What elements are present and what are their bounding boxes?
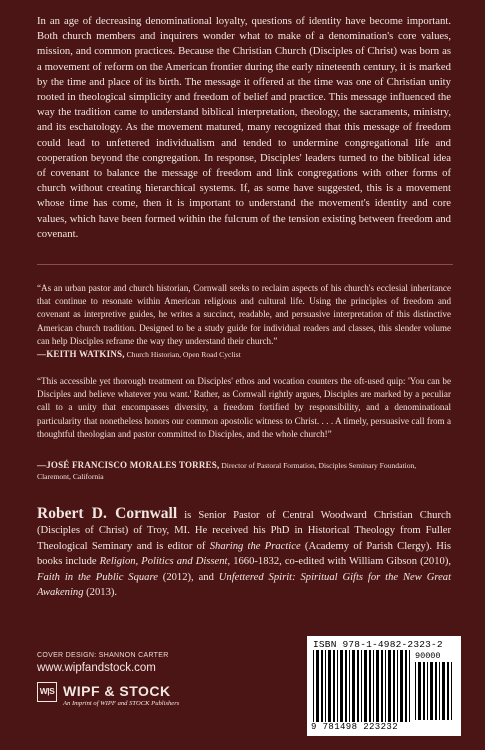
publisher-logo: W|S bbox=[37, 682, 57, 702]
bio-book-title: Sharing the Practice bbox=[209, 540, 301, 552]
publisher-name: WIPF & STOCK bbox=[63, 683, 171, 699]
barcode-digits: 9 781498 223232 bbox=[311, 722, 399, 732]
bio-text: (2013). bbox=[83, 587, 118, 599]
author-bio bbox=[37, 506, 451, 600]
bio-text: , 1660-1832, co-edited with William Gibson (2010), bbox=[227, 556, 451, 568]
price-code: 90000 bbox=[415, 651, 441, 661]
publisher-imprint: An Imprint of WIPF and STOCK Publishers bbox=[63, 700, 180, 707]
bio-text: is Senior Pastor of Central Woodward Christian Church (Disciples of Christ) of Troy, MI. He received his PhD in Historical Theology from Fuller Theological Seminary and is editor of bbox=[37, 510, 451, 552]
endorsement-quote-2: “This accessible yet thorough treatment on Disciples' ethos and vocation counters the oft-used quip: 'You can be Disciples and believe whatever you want.' Rather, as Cornwall rightly argues, Disciples are marked by a peculiar call to a unity that encompasses diversity, a freedom fortified by responsibility, and a denominational particularity that nonetheless honors our common apostolic witness to Christ. . . . A timely, persuasive call from a thoughtful theologian and pastor committed to Disciples, and the whole church!” bbox=[37, 376, 451, 439]
endorser-title-2: Director of Pastoral Formation, Disciples Seminary Foundation, Claremont, California bbox=[37, 461, 417, 481]
bio-book-title: Religion, Politics and Dissent bbox=[99, 556, 228, 568]
bio-text: (2012), and bbox=[157, 571, 219, 583]
bio-text: (Academy of Parish Clergy). His books include bbox=[37, 540, 451, 568]
isbn-number: ISBN 978-1-4982-2323-2 bbox=[313, 639, 443, 650]
barcode-bars bbox=[313, 650, 413, 722]
publisher-website: www.wipfandstock.com bbox=[37, 662, 156, 674]
book-description: In an age of decreasing denominational loyalty, questions of identity have become important. Both church members and inquirers wonder what to make of a denomination's core values, mission, and common practices. Because the Christian Church (Disciples of Christ) was born as a movement of reform on the American frontier during the early nineteenth century, it is marked by the time and place of its birth. The message it offered at the time was one of Christian unity rooted in theological simplicity and freedom of belief and practice. This message influenced the way the tradition came to understand biblical interpretation, theology, the sacraments, ministry, and its eschatology. As the movement matured, many recognized that this message of freedom could lead to unfettered individualism and tended to undermine congregational life and cooperation beyond the congregation. In response, Disciples' leaders turned to the biblical idea of covenant to balance the message of freedom and link congregations with other forms of church without creating hierarchical systems. If, as some have suggested, this is a movement whose time has come, then it is important to understand the movement's identity and core values, which have been formed within the fulcrum of the tension existing between freedom and covenant. bbox=[37, 15, 451, 240]
endorsement-attribution-1 bbox=[37, 349, 451, 360]
section-divider bbox=[37, 264, 453, 265]
isbn-barcode bbox=[307, 636, 461, 736]
endorser-title-1: Church Historian, Open Road Cyclist bbox=[124, 350, 241, 359]
endorsement-attribution-2 bbox=[37, 460, 451, 482]
price-barcode-bars bbox=[415, 662, 455, 722]
author-name: Robert D. Cornwall bbox=[37, 505, 178, 522]
endorser-name-2: —JOSÉ FRANCISCO MORALES TORRES, bbox=[37, 460, 220, 470]
endorser-name-1: —KEITH WATKINS, bbox=[37, 349, 125, 359]
cover-design-credit: COVER DESIGN: SHANNON CARTER bbox=[37, 652, 169, 659]
bio-book-title: Unfettered Spirit: Spiritual Gifts for the New Great Awakening bbox=[37, 571, 452, 599]
endorsement-quote-1: “As an urban pastor and church historian, Cornwall seeks to reclaim aspects of his church's ecclesial inheritance that continue to resonate within American religious and cultural life. Using the principles of freedom and covenant as interpretive guides, he writes a succinct, readable, and persuasive interpretation of this distinctive American church tradition. Designed to be a study guide for individual readers and classes, this slender volume can help Disciples reframe the way they understand their church.” bbox=[37, 283, 451, 346]
publisher-block bbox=[37, 682, 237, 712]
bio-book-title: Faith in the Public Square bbox=[37, 571, 158, 583]
